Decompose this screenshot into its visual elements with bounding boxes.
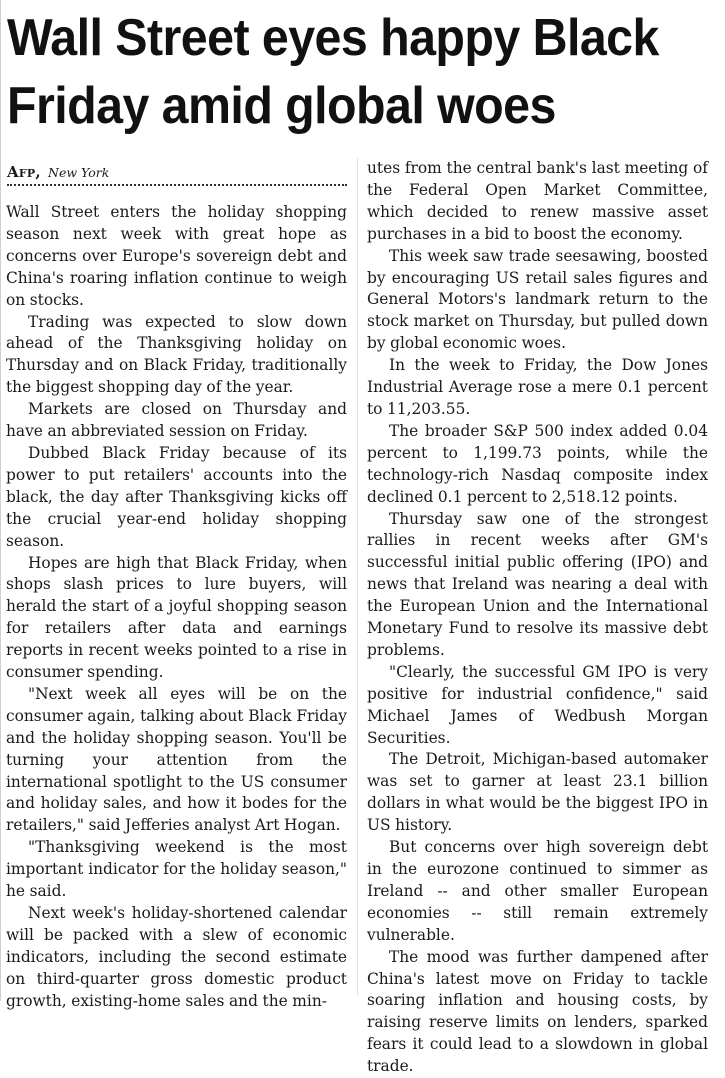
- paragraph: Hopes are high that Black Friday, when shops slash prices to lure buyers, will herald the start of a joyful shopping season for retailers after data and earnings reports in recent weeks pointed to a rise in consumer spending.: [6, 553, 347, 682]
- byline-agency: Afp,: [7, 163, 41, 181]
- article-column-left: [6, 202, 347, 1013]
- paragraph: Trading was expected to slow down ahead of the Thanksgiving holiday on Thursday and on Black Friday, traditionally the biggest shopping day of the year.: [6, 312, 347, 397]
- paragraph: "Next week all eyes will be on the consumer again, talking about Black Friday and the holiday shopping season. You'll be turning your attention from the international spotlight to the US consumer and holiday sales, and how it bodes for the retailers," said Jefferies analyst Art Hogan.: [6, 684, 347, 835]
- paragraph: This week saw trade seesawing, boosted by encouraging US retail sales figures and General Motors's landmark return to the stock market on Thursday, but pulled down by global economic woes.: [367, 246, 708, 353]
- paragraph: Dubbed Black Friday because of its power to put retailers' accounts into the black, the day after Thanksgiving kicks off the crucial year-end holiday shopping season.: [6, 443, 347, 550]
- article-column-right: [367, 158, 708, 1078]
- column-divider: [357, 158, 358, 996]
- paragraph: In the week to Friday, the Dow Jones Industrial Average rose a mere 0.1 percent to 11,203.55.: [367, 356, 708, 418]
- paragraph: Wall Street enters the holiday shopping season next week with great hope as concerns over Europe's sovereign debt and China's roaring inflation continue to weigh on stocks.: [6, 203, 347, 309]
- paragraph: Markets are closed on Thursday and have an abbreviated session on Friday.: [6, 400, 347, 441]
- paragraph: The broader S&P 500 index added 0.04 percent to 1,199.73 points, while the technology-rich Nasdaq composite index declined 0.1 percent to 2,518.12 points.: [367, 421, 708, 506]
- paragraph: But concerns over high sovereign debt in the eurozone continued to simmer as Ireland -- and other smaller European economies -- still remain extremely vulnerable.: [367, 838, 708, 944]
- paragraph: "Clearly, the successful GM IPO is very positive for industrial confidence," said Michael James of Wedbush Morgan Securities.: [367, 662, 708, 747]
- byline: [7, 163, 347, 182]
- byline-city: New York: [48, 165, 110, 180]
- paragraph: The mood was further dampened after China's latest move on Friday to tackle soaring inflation and housing costs, by raising reserve limits on lenders, sparked fears it could lead to a slowdown in global trade.: [367, 947, 708, 1076]
- headline-line-1: Wall Street eyes happy Black: [7, 9, 659, 67]
- paragraph: Next week's holiday-shortened calendar will be packed with a slew of economic indicators, including the second estimate on third-quarter gross domestic product growth, existing-home sales and the min-: [6, 904, 347, 1010]
- byline-dotted-divider: [7, 184, 347, 186]
- paragraph: utes from the central bank's last meeting of the Federal Open Market Committee, which decided to renew massive asset purchases in a bid to boost the economy.: [367, 159, 708, 243]
- paragraph: Thursday saw one of the strongest rallies in recent weeks after GM's successful initial public offering (IPO) and news that Ireland was nearing a deal with the European Union and the International Monetary Fund to resolve its massive debt problems.: [367, 509, 708, 659]
- headline: [7, 4, 671, 140]
- paragraph: "Thanksgiving weekend is the most important indicator for the holiday season," he said.: [6, 838, 347, 901]
- paragraph: The Detroit, Michigan-based automaker was set to garner at least 23.1 billion dollars in what would be the biggest IPO in US history.: [367, 750, 708, 835]
- headline-line-2: Friday amid global woes: [7, 77, 556, 135]
